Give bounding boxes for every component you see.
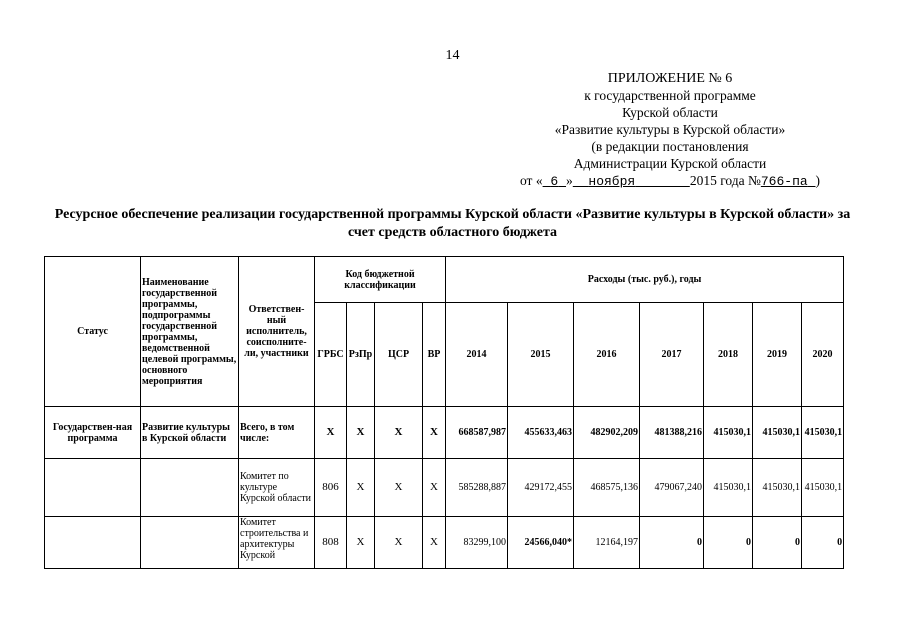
appendix-line-3: «Развитие культуры в Курской области» — [554, 122, 786, 137]
row-rzpr: X — [347, 407, 375, 459]
header-year: 2016 — [574, 303, 640, 407]
row-value: 585288,887 — [446, 459, 508, 517]
row-executor: Комитет по культуре Курской области — [239, 459, 315, 517]
row-name: Развитие культуры в Курской области — [141, 407, 239, 459]
table-row — [45, 517, 844, 569]
row-status — [45, 517, 141, 569]
row-vr: X — [423, 407, 446, 459]
row-value: 481388,216 — [640, 407, 704, 459]
row-vr: X — [423, 517, 446, 569]
appendix-line-5: Администрации Курской области — [573, 156, 767, 171]
header-status: Статус — [45, 257, 141, 407]
row-executor: Комитет строительства и архитектуры Курской — [239, 517, 315, 569]
row-status: Государствен-ная программа — [45, 407, 141, 459]
row-value: 455633,463 — [508, 407, 574, 459]
row-rzpr: X — [347, 517, 375, 569]
row-value: 83299,100 — [446, 517, 508, 569]
page-number: 14 — [445, 48, 460, 63]
row-value: 415030,1 — [802, 459, 844, 517]
row-value: 415030,1 — [753, 407, 802, 459]
header-budget-code: Код бюджетной классификации — [315, 257, 446, 303]
row-value: 12164,197 — [574, 517, 640, 569]
header-year: 2020 — [802, 303, 844, 407]
row-name — [141, 517, 239, 569]
header-rzpr: РзПр — [347, 303, 375, 407]
row-value: 24566,040* — [508, 517, 574, 569]
resolution-date-line — [480, 172, 860, 190]
row-name — [141, 459, 239, 517]
appendix-line-4: (в редакции постановления — [591, 139, 749, 154]
row-vr: X — [423, 459, 446, 517]
row-executor: Всего, в том числе: — [239, 407, 315, 459]
row-value: 668587,987 — [446, 407, 508, 459]
header-csr: ЦСР — [375, 303, 423, 407]
header-executor: Ответствен-ный исполнитель, соисполните-ли, участники — [239, 257, 315, 407]
table-row — [45, 459, 844, 517]
header-name: Наименование государственной программы, подпрограммы государственной программы, ведомственной целевой программы, основного мероприятия — [141, 257, 239, 407]
header-year: 2018 — [704, 303, 753, 407]
appendix-header — [480, 70, 860, 190]
row-value: 468575,136 — [574, 459, 640, 517]
header-year: 2015 — [508, 303, 574, 407]
row-value: 482902,209 — [574, 407, 640, 459]
resolution-number: 766-па — [760, 174, 808, 189]
header-year: 2017 — [640, 303, 704, 407]
row-status — [45, 459, 141, 517]
row-grbs: X — [315, 407, 347, 459]
date-year: 2015 года № — [689, 173, 761, 188]
header-year: 2019 — [753, 303, 802, 407]
row-value: 0 — [802, 517, 844, 569]
row-grbs: 806 — [315, 459, 347, 517]
document-title: Ресурсное обеспечение реализации государственной программы Курской области «Развитие культуры в Курской области» за счет средств областного бюджета — [54, 207, 851, 240]
row-value: 479067,240 — [640, 459, 704, 517]
date-month: ноября — [588, 174, 636, 189]
row-value: 0 — [704, 517, 753, 569]
header-expenses: Расходы (тыс. руб.), годы — [446, 257, 844, 303]
header-year: 2014 — [446, 303, 508, 407]
row-value: 415030,1 — [753, 459, 802, 517]
row-value: 0 — [753, 517, 802, 569]
table-row — [45, 407, 844, 459]
date-prefix: от « — [519, 173, 543, 188]
row-csr: X — [375, 459, 423, 517]
appendix-title: ПРИЛОЖЕНИЕ № 6 — [607, 71, 733, 86]
header-vr: ВР — [423, 303, 446, 407]
row-value: 415030,1 — [704, 407, 753, 459]
header-grbs: ГРБС — [315, 303, 347, 407]
row-csr: X — [375, 517, 423, 569]
row-grbs: 808 — [315, 517, 347, 569]
date-close: ) — [815, 173, 820, 188]
row-value: 429172,455 — [508, 459, 574, 517]
date-day: 6 — [550, 174, 559, 189]
appendix-line-1: к государственной программе — [584, 88, 756, 103]
date-mid: » — [566, 173, 573, 188]
resource-table — [44, 256, 844, 569]
row-rzpr: X — [347, 459, 375, 517]
row-value: 0 — [640, 517, 704, 569]
row-value: 415030,1 — [802, 407, 844, 459]
row-csr: X — [375, 407, 423, 459]
appendix-line-2: Курской области — [622, 105, 718, 120]
row-value: 415030,1 — [704, 459, 753, 517]
